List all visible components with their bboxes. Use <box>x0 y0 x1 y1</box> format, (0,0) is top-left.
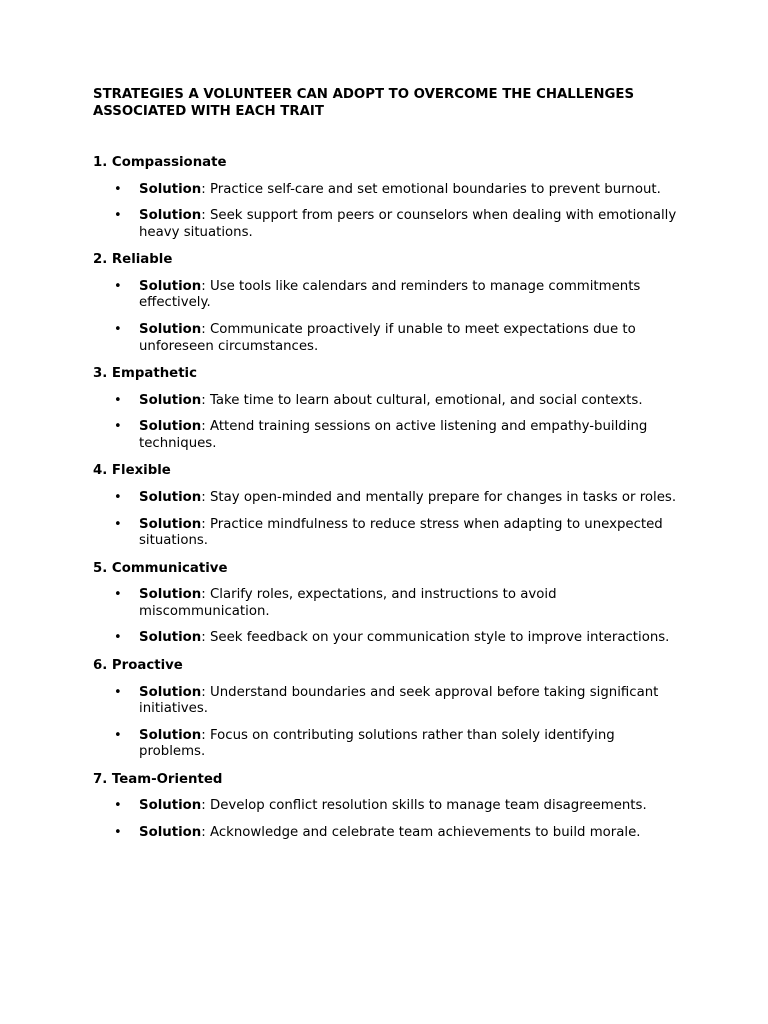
solution-list <box>93 798 683 841</box>
list-item <box>93 630 683 647</box>
solution-label: Solution <box>139 587 202 603</box>
bullet-icon: • <box>114 181 122 197</box>
solution-text: : Attend training sessions on active listening and empathy-building techniques. <box>139 419 648 451</box>
solution-label: Solution <box>139 489 202 505</box>
trait-section <box>93 658 683 761</box>
bullet-icon: • <box>114 392 122 408</box>
list-item <box>93 517 683 550</box>
list-item <box>93 208 683 241</box>
solution-list <box>93 685 683 761</box>
solution-list <box>93 490 683 550</box>
trait-section <box>93 155 683 241</box>
solution-label: Solution <box>139 824 202 840</box>
bullet-icon: • <box>114 208 122 224</box>
solution-text: : Practice self-care and set emotional boundaries to prevent burnout. <box>201 181 661 197</box>
trait-section <box>93 561 683 647</box>
section-heading: 2. Reliable <box>93 252 173 268</box>
list-item <box>93 728 683 761</box>
list-item <box>93 279 683 312</box>
solution-label: Solution <box>139 208 202 224</box>
solution-text: : Understand boundaries and seek approval before taking significant initiatives. <box>139 684 659 717</box>
list-item <box>93 798 683 815</box>
solution-text: : Acknowledge and celebrate team achievements to build morale. <box>201 824 641 840</box>
list-item <box>93 587 683 620</box>
solution-label: Solution <box>139 181 202 197</box>
solution-label: Solution <box>139 516 202 532</box>
section-heading: 4. Flexible <box>93 463 171 479</box>
solution-text: : Focus on contributing solutions rather than solely identifying problems. <box>139 727 615 760</box>
bullet-icon: • <box>114 278 122 294</box>
section-heading: 6. Proactive <box>93 658 183 673</box>
document-page <box>93 87 683 853</box>
solution-text: : Clarify roles, expectations, and instructions to avoid miscommunication. <box>139 587 557 619</box>
trait-section <box>93 252 683 355</box>
bullet-icon: • <box>114 489 122 505</box>
list-item <box>93 825 683 842</box>
solution-label: Solution <box>139 727 202 743</box>
solution-label: Solution <box>139 321 202 337</box>
solution-label: Solution <box>139 392 202 408</box>
trait-section <box>93 463 683 549</box>
solution-text: : Stay open-minded and mentally prepare for changes in tasks or roles. <box>201 489 677 505</box>
sections-container <box>93 155 683 842</box>
list-item <box>93 419 683 452</box>
bullet-icon: • <box>114 798 122 814</box>
list-item <box>93 393 683 410</box>
section-heading: 5. Communicative <box>93 560 228 576</box>
solution-text: : Take time to learn about cultural, emotional, and social contexts. <box>201 392 643 408</box>
list-item <box>93 182 683 199</box>
solution-text: : Develop conflict resolution skills to manage team disagreements. <box>201 798 647 814</box>
section-heading: 3. Empathetic <box>93 366 197 382</box>
solution-label: Solution <box>139 630 202 646</box>
trait-section <box>93 772 683 842</box>
solution-label: Solution <box>139 798 202 814</box>
bullet-icon: • <box>114 321 122 337</box>
list-item <box>93 685 683 718</box>
bullet-icon: • <box>114 824 122 840</box>
solution-label: Solution <box>139 419 202 435</box>
solution-label: Solution <box>139 684 202 700</box>
bullet-icon: • <box>114 419 122 435</box>
solution-list <box>93 393 683 453</box>
solution-text: : Use tools like calendars and reminders to manage commitments effectively. <box>139 278 641 311</box>
solution-list <box>93 182 683 242</box>
solution-text: : Seek feedback on your communication style to improve interactions. <box>201 630 670 646</box>
solution-label: Solution <box>139 278 202 294</box>
solution-text: : Communicate proactively if unable to meet expectations due to unforeseen circumstances. <box>139 321 636 354</box>
solution-text: : Seek support from peers or counselors when dealing with emotionally heavy situations. <box>139 208 677 240</box>
section-heading: 7. Team-Oriented <box>93 771 223 787</box>
bullet-icon: • <box>114 684 122 700</box>
bullet-icon: • <box>114 727 122 743</box>
list-item <box>93 490 683 507</box>
solution-list <box>93 279 683 355</box>
solution-list <box>93 587 683 647</box>
bullet-icon: • <box>114 630 122 646</box>
solution-text: : Practice mindfulness to reduce stress when adapting to unexpected situations. <box>139 516 663 549</box>
bullet-icon: • <box>114 516 122 532</box>
list-item <box>93 322 683 355</box>
bullet-icon: • <box>114 587 122 603</box>
document-title: STRATEGIES A VOLUNTEER CAN ADOPT TO OVERCOME THE CHALLENGES ASSOCIATED WITH EACH TRAIT <box>93 87 635 119</box>
trait-section <box>93 366 683 452</box>
section-heading: 1. Compassionate <box>93 155 227 170</box>
